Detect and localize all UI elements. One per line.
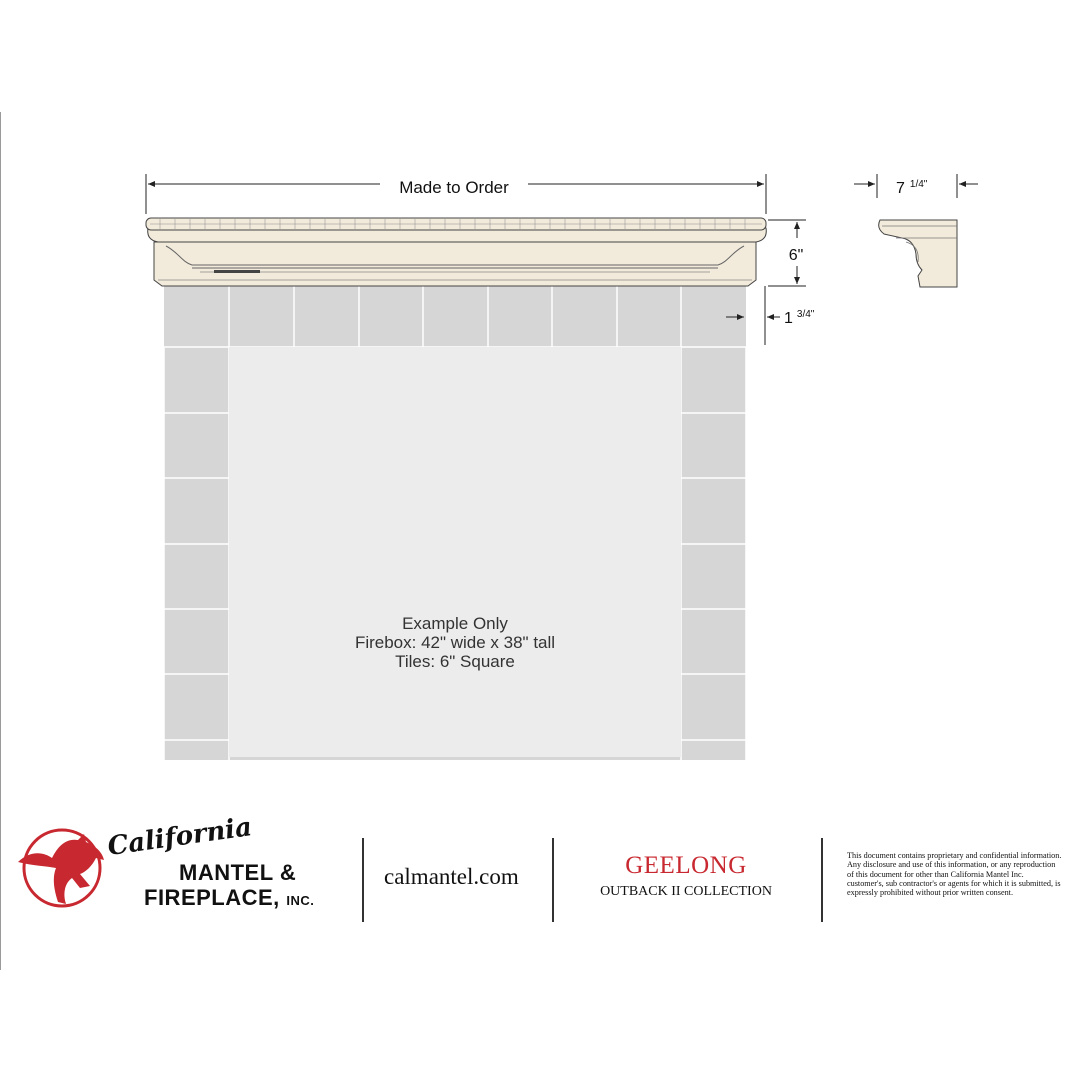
height-dimension-label: 6" <box>788 247 804 264</box>
footer-divider <box>362 838 364 922</box>
kangaroo-icon <box>18 830 104 906</box>
footer-divider <box>552 838 554 922</box>
legal-notice: This document contains proprietary and confidential information. Any disclosure and use of this information, or any reproduction of this document for other than California Mantel Inc. customer's, sub contractor's or agents for which it is submitted, is expressly prohibited without prior written consent. <box>847 851 1062 898</box>
depth-dimension-label: 7 $^{1/4"}$ <box>896 179 928 197</box>
example-line-2: Firebox: 42" wide x 38" tall <box>354 633 556 652</box>
product-name: GEELONG <box>625 852 747 879</box>
example-line-3: Tiles: 6" Square <box>395 652 515 671</box>
mantel-side-profile <box>879 220 957 287</box>
logo-text-line-3: FIREPLACE, INC. <box>144 885 315 910</box>
example-line-1: Example Only <box>402 614 508 633</box>
overhang-dimension-label: 1 $^{3/4"}$ <box>784 309 815 327</box>
mantel-front-elevation <box>146 218 766 286</box>
logo-text-line-2: MANTEL & <box>179 860 297 885</box>
footer-divider <box>821 838 823 922</box>
website-url: calmantel.com <box>384 864 519 889</box>
logo-script-text: California <box>105 812 254 862</box>
firebox <box>229 347 681 757</box>
product-collection: OUTBACK II COLLECTION <box>600 884 772 899</box>
width-dimension-label: Made to Order <box>399 178 509 197</box>
